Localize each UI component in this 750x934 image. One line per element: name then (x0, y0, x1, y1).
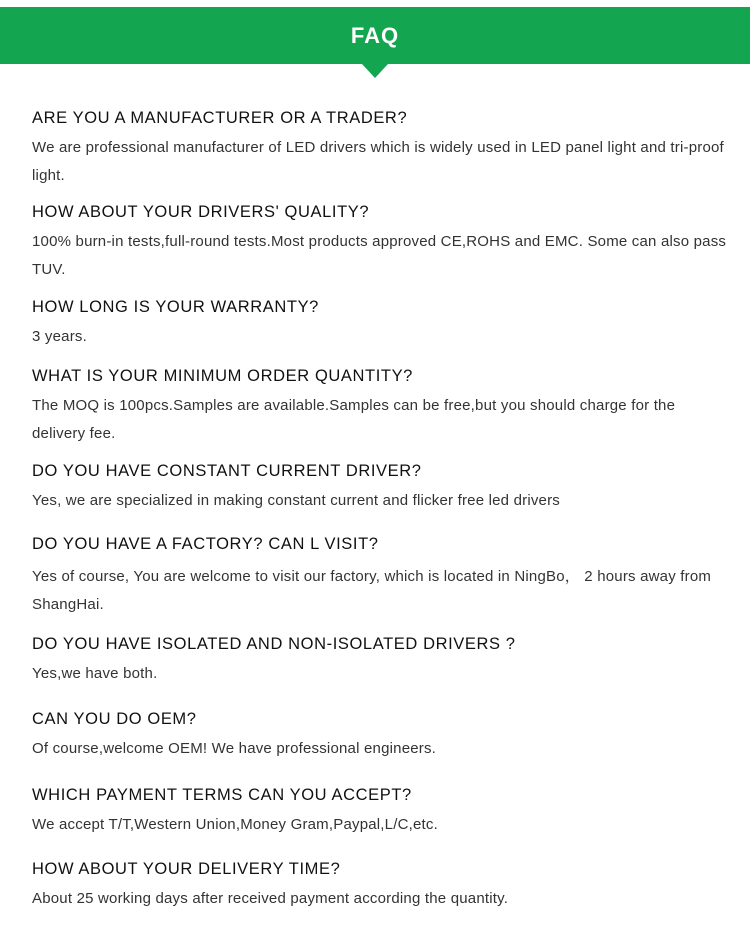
faq-answer: 3 years. (32, 328, 87, 345)
faq-answer: Yes,we have both. (32, 665, 158, 682)
faq-answer: Yes of course, You are welcome to visit our factory, which is located in NingBo， 2 hours away from ShangHai. (32, 568, 712, 613)
faq-question: WHICH PAYMENT TERMS CAN YOU ACCEPT? (32, 786, 412, 804)
faq-answer: 100% burn-in tests,full-round tests.Most products approved CE,ROHS and EMC. Some can also pass TUV. (32, 233, 727, 278)
faq-answer: The MOQ is 100pcs.Samples are available.Samples can be free,but you should charge for the delivery fee. (32, 397, 676, 442)
faq-question: HOW ABOUT YOUR DRIVERS' QUALITY? (32, 203, 370, 221)
faq-question: HOW ABOUT YOUR DELIVERY TIME? (32, 860, 341, 878)
page-title: FAQ (350, 23, 400, 48)
faq-question: HOW LONG IS YOUR WARRANTY? (32, 298, 319, 316)
faq-answer: Of course,welcome OEM! We have professional engineers. (32, 740, 437, 757)
banner-pointer-icon (362, 64, 388, 78)
faq-answer: About 25 working days after received payment according the quantity. (32, 890, 509, 907)
faq-question: ARE YOU A MANUFACTURER OR A TRADER? (32, 109, 408, 127)
faq-banner (0, 7, 750, 64)
faq-answer: We are professional manufacturer of LED drivers which is widely used in LED panel light and tri-proof light. (32, 139, 724, 184)
faq-question: DO YOU HAVE A FACTORY? CAN L VISIT? (32, 535, 379, 553)
faq-answer: We accept T/T,Western Union,Money Gram,Paypal,L/C,etc. (32, 816, 438, 833)
faq-question: DO YOU HAVE CONSTANT CURRENT DRIVER? (32, 462, 422, 480)
faq-question: DO YOU HAVE ISOLATED AND NON-ISOLATED DRIVERS ? (32, 635, 516, 653)
faq-question: CAN YOU DO OEM? (32, 710, 197, 728)
faq-answer: Yes, we are specialized in making constant current and flicker free led drivers (32, 492, 560, 509)
faq-question: WHAT IS YOUR MINIMUM ORDER QUANTITY? (32, 367, 413, 385)
